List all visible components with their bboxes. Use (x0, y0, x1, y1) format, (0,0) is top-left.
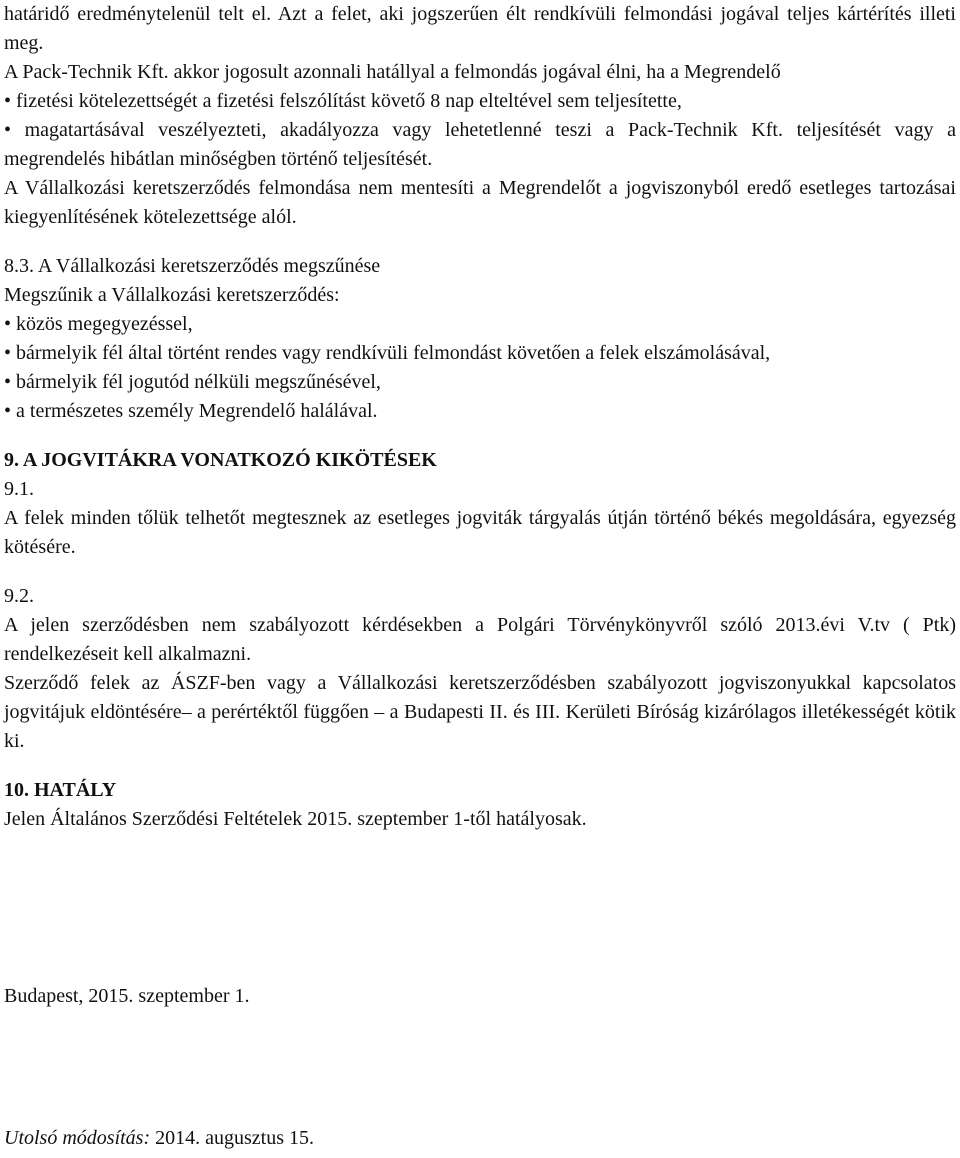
last-modified-value: 2014. augusztus 15. (155, 1127, 315, 1149)
bullet (4, 119, 25, 141)
section-9-1-number: 9.1. (4, 478, 34, 500)
section-10-text: Jelen Általános Szerződési Feltételek 2015. szeptember 1-től hatályosak. (4, 808, 587, 830)
list-item: • közös megegyezéssel, (4, 310, 956, 339)
section-8-3-intro: Megszűnik a Vállalkozási keretszerződés: (4, 284, 340, 306)
bullet (4, 342, 16, 364)
bullet (4, 313, 16, 335)
section-9-2-jurisdiction: Szerződő felek az ÁSZF-ben vagy a Vállalkozási keretszerződésben szabályozott jogviszonyukkal kapcsolatos jogvitájuk eldöntésére– a perértéktől függően – a Budapesti II. és III. Kerületi Bíróság kizárólagos illetékességét kötik ki. (4, 672, 956, 752)
bullet (4, 400, 16, 422)
spacer (4, 232, 956, 252)
place-date: Budapest, 2015. szeptember 1. (4, 985, 250, 1007)
paragraph-termination-obligations: A Vállalkozási keretszerződés felmondása nem mentesíti a Megrendelőt a jogviszonyból eredő esetleges tartozásai kiegyenlítésének kötelezettsége alól. (4, 177, 956, 228)
section-8-3-title: 8.3. A Vállalkozási keretszerződés megszűnése (4, 255, 381, 277)
section-10-title: 10. HATÁLY (4, 779, 117, 801)
bullet (4, 371, 16, 393)
list-item: • bármelyik fél jogutód nélküli megszűnésével, (4, 368, 956, 397)
spacer (4, 426, 956, 446)
paragraph-intro-continued: határidő eredménytelenül telt el. Azt a felet, aki jogszerűen élt rendkívüli felmondási jogával teljes kártérítés illeti meg. (4, 3, 956, 54)
list-item: • a természetes személy Megrendelő halálával. (4, 397, 956, 426)
spacer (4, 756, 956, 776)
section-9-2-text: A jelen szerződésben nem szabályozott kérdésekben a Polgári Törvénykönyvről szóló 2013.évi V.tv ( Ptk) rendelkezéseit kell alkalmazni. (4, 614, 956, 665)
section-9-2-number: 9.2. (4, 585, 34, 607)
list-item: • magatartásával veszélyezteti, akadályozza vagy lehetetlenné teszi a Pack-Technik Kft. teljesítését vagy a megrendelés hibátlan minőségben történő teljesítését. (4, 116, 956, 174)
bullet (4, 90, 16, 112)
list-item: • fizetési kötelezettségét a fizetési felszólítást követő 8 nap elteltével sem teljesítette, (4, 87, 956, 116)
section-9-1-text: A felek minden tőlük telhetőt megtesznek az esetleges jogviták tárgyalás útján történő békés megoldására, egyezség kötésére. (4, 507, 956, 558)
spacer (4, 562, 956, 582)
paragraph-pack-technik-termination: A Pack-Technik Kft. akkor jogosult azonnali hatállyal a felmondás jogával élni, ha a Megrendelő (4, 61, 781, 83)
section-9-title: 9. A JOGVITÁKRA VONATKOZÓ KIKÖTÉSEK (4, 449, 437, 471)
last-modified (4, 1124, 314, 1153)
last-modified-label: Utolsó módosítás: (4, 1127, 151, 1149)
list-item: • bármelyik fél által történt rendes vagy rendkívüli felmondást követően a felek elszámolásával, (4, 339, 956, 368)
